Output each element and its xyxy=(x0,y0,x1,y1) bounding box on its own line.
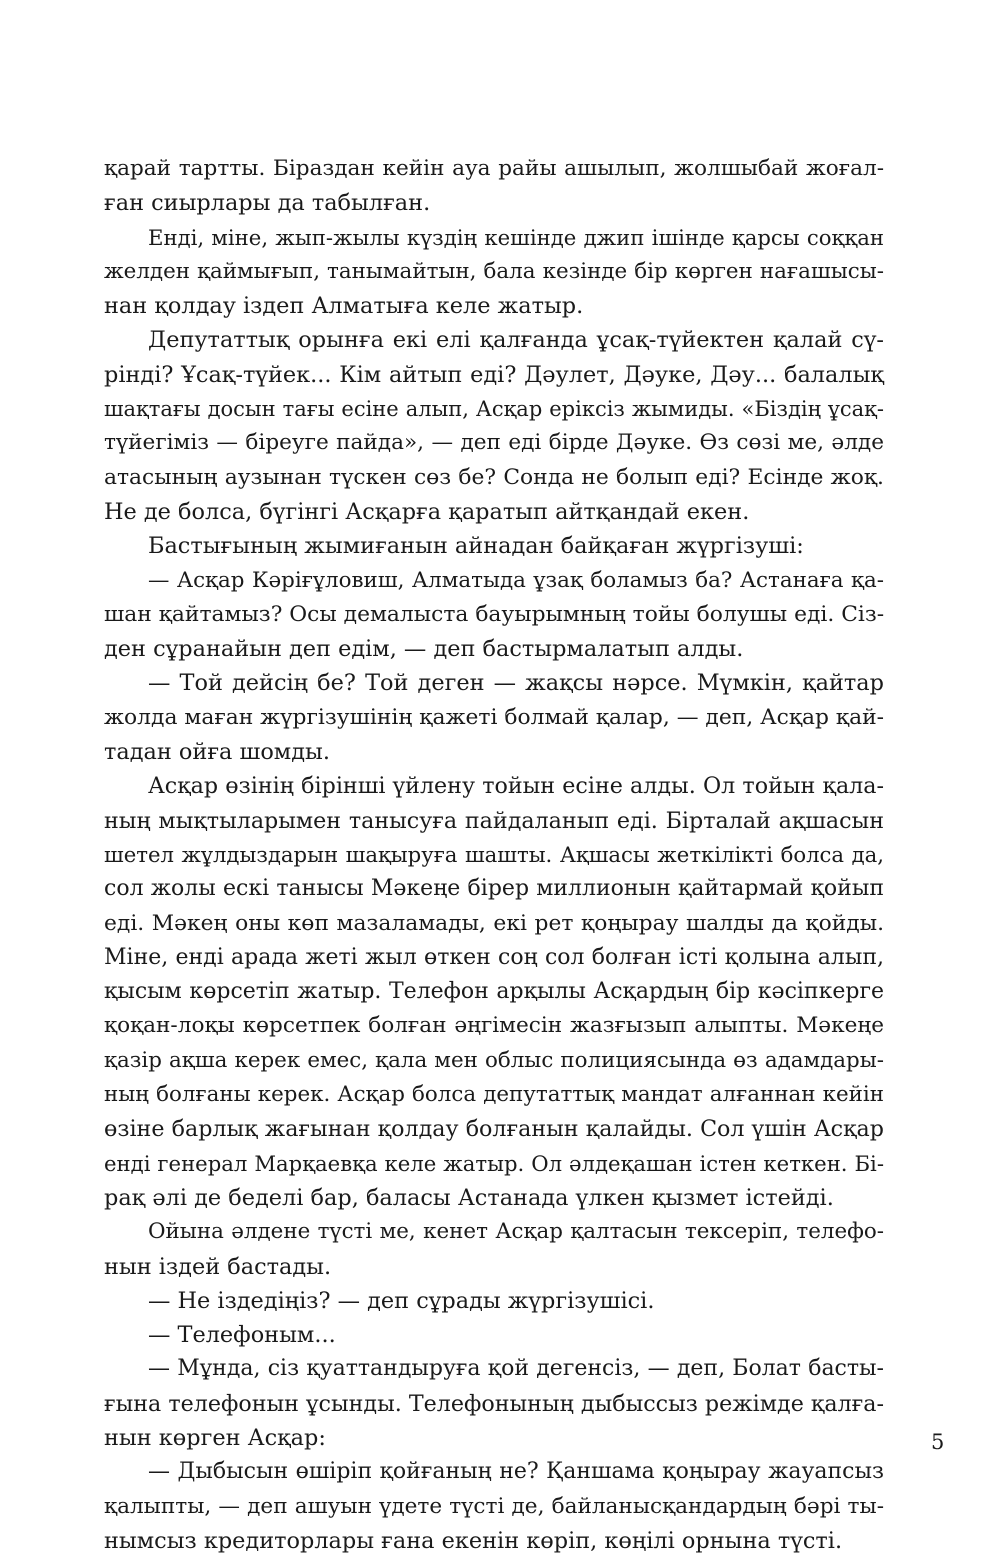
text-line: қысым көрсетіп жатыр. Телефон арқылы Асқардың бір кәсіпкерге xyxy=(104,979,884,1005)
text-line: қазір ақша керек емес, қала мен облыс полициясында өз адамдары- xyxy=(104,1047,884,1073)
text-line: шетел жұлдыздарын шақыруға шашты. Ақшасы жеткілікті болса да, xyxy=(104,841,884,867)
text-line: шақтағы досын тағы есіне алып, Асқар еріксіз жымиды. «Біздің ұсақ- xyxy=(104,397,884,422)
text-line: шан қайтамыз? Осы демалыста бауырымның тойы болушы еді. Сіз- xyxy=(104,601,885,627)
text-line: ғына телефонын ұсынды. Телефонының дыбыссыз режімде қалға- xyxy=(104,1390,884,1417)
text-line: ден сұранайын деп едім, — деп бастырмалатып алды. xyxy=(104,636,744,663)
text-line: — Телефоным... xyxy=(148,1322,336,1349)
text-line: Міне, енді арада жеті жыл өткен соң сол болған істі қолына алып, xyxy=(104,944,884,970)
text-line: Бастығының жымиғанын айнадан байқаған жүргізуші: xyxy=(148,533,804,560)
text-line: рақ әлі де беделі бар, баласы Астанада үлкен қызмет істейді. xyxy=(104,1184,834,1211)
text-line: өзіне барлық жағынан қолдау болғанын қалайды. Сол үшін Асқар xyxy=(104,1116,884,1143)
text-line: еді. Мәкең оны көп мазаламады, екі рет қоңырау шалды да қойды. xyxy=(104,910,884,936)
text-line: атасының аузынан түскен сөз бе? Сонда не болып еді? Есінде жоқ. xyxy=(104,464,884,490)
text-line: — Мұнда, сіз қуаттандыруға қой дегенсіз, — деп, Болат басты- xyxy=(148,1356,884,1382)
text-line: сол жолы ескі танысы Мәкеңе бірер миллионын қайтармай қойып xyxy=(104,876,884,902)
text-line: енді генерал Марқаевқа келе жатыр. Ол әлдеқашан істен кеткен. Бі- xyxy=(104,1150,884,1176)
text-line: — Той дейсің бе? Той деген — жақсы нәрсе. Мүмкін, қайтар xyxy=(148,670,884,697)
text-line: рінді? Ұсақ-түйек... Кім айтып еді? Дәулет, Дәуке, Дәу... балалық xyxy=(104,361,884,388)
text-line: Енді, міне, жып-жылы күздің кешінде джип ішінде қарсы соққан xyxy=(148,224,884,250)
text-line: ның болғаны керек. Асқар болса депутаттық мандат алғаннан кейін xyxy=(104,1082,884,1108)
text-line: нын көрген Асқар: xyxy=(104,1424,326,1451)
text-line: нын іздей бастады. xyxy=(104,1253,332,1280)
text-line: желден қаймығып, танымайтын, бала кезінде бір көрген нағашысы- xyxy=(104,258,884,284)
text-line: түйегіміз — біреуге пайда», — деп еді бірде Дәуке. Өз сөзі ме, әлде xyxy=(104,430,884,456)
text-line: ған сиырлары да табылған. xyxy=(104,190,431,217)
text-line: қалыпты, — деп ашуын үдете түсті де, байланысқандардың бәрі ты- xyxy=(104,1493,884,1519)
text-line: Не де болса, бүгінгі Асқарға қаратып айтқандай екен. xyxy=(104,498,750,525)
text-line: жолда маған жүргізушінің қажеті болмай қалар, — деп, Асқар қай- xyxy=(104,704,885,730)
page-number: 5 xyxy=(931,1430,945,1454)
text-line: — Дыбысын өшіріп қойғаның не? Қаншама қоңырау жауапсыз xyxy=(148,1459,884,1485)
text-line: нымсыз кредиторлары ғана екенін көріп, көңілі орнына түсті. xyxy=(104,1527,843,1554)
text-line: ның мықтыларымен танысуға пайдаланып еді. Бірталай ақшасын xyxy=(104,807,884,834)
text-line: қоқан-лоқы көрсетпек болған әңгімесін жазғызып алыпты. Мәкеңе xyxy=(104,1013,884,1039)
text-line: — Асқар Кәріғұловиш, Алматыда ұзақ боламыз ба? Астанаға қа- xyxy=(148,567,884,593)
page-body xyxy=(104,152,884,1558)
text-line: қарай тартты. Біраздан кейін ауа райы ашылып, жолшыбай жоғал- xyxy=(104,156,884,181)
text-line: Ойына әлдене түсті ме, кенет Асқар қалтасын тексеріп, телефо- xyxy=(148,1219,884,1245)
text-line: тадан ойға шомды. xyxy=(104,739,330,766)
text-line: Депутаттық орынға екі елі қалғанда ұсақ-түйектен қалай сү- xyxy=(148,327,884,354)
text-line: Асқар өзінің бірінші үйлену тойын есіне алды. Ол тойын қала- xyxy=(148,773,884,800)
text-line: — Не іздедіңіз? — деп сұрады жүргізушісі. xyxy=(148,1287,655,1314)
text-line: нан қолдау іздеп Алматыға келе жатыр. xyxy=(104,293,584,320)
